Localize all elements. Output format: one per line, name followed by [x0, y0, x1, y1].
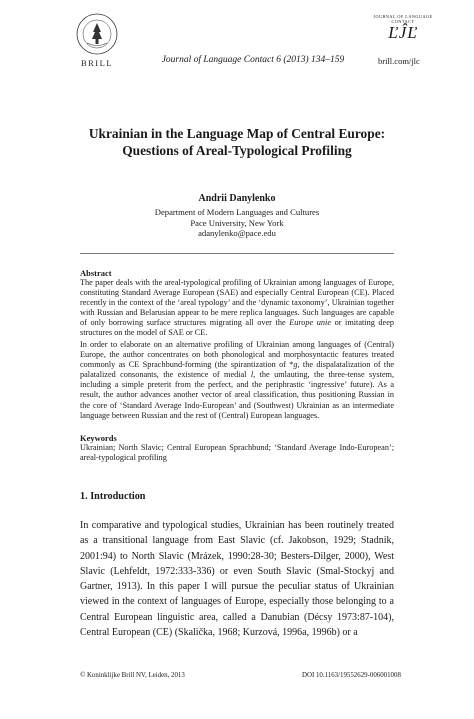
abstract-p2-emphasis-2: l: [250, 370, 254, 380]
introduction-paragraph: In comparative and typological studies, Ukrainian has been routinely treated as a transitional language from East Slavic (cf. Jakobson, 1929; Stadnik, 2001:94) to North Slavic (Mrázek, 1990:28-30; Besters-Dilger, 2000), West Slavic (Lehfeldt, 1972:333-336) or even South Slavic (Smal-Stockyj and Gartner, 1913). In this paper I will pursue the peculiar status of Ukrainian viewed in the context of languages of Europe, especially those belonging to a Central European linguistic area, called a Danubian (Décsy 1973:87-104), Central European (CE) (Skalička, 1968; Kurzová, 1996a, 1996b) or a: [80, 520, 394, 639]
doi[interactable]: DOI 10.1163/19552629-006001008: [302, 672, 401, 679]
abstract-p1-emphasis: Europe unie: [289, 318, 331, 328]
jlc-mark-icon: ĽĴĽ: [388, 23, 418, 42]
abstract-p2-text-c: , the umlauting, the three-tense system, including a simple preterit from the perfect, and the periphrastic ‘ingressive’ future). As a result, the author advances another vector of areal classification, thus positioning Russian in the core of ‘Standard Average Indo-European’ and (Southwest) Ukrainian as an intermediate language between Russian and the rest of (Central) European languages.: [80, 370, 395, 420]
journal-citation: Journal of Language Contact 6 (2013) 134–159: [161, 55, 345, 65]
author-name: Andrii Danylenko: [198, 193, 276, 204]
keywords-heading: Keywords: [80, 433, 117, 443]
abstract-p1-text-b: or imitating deep structures on the model of SAE or CE.: [80, 318, 394, 338]
abstract-p2-text-a: In order to elaborate on an alternative profiling of Ukrainian among languages of (Central) Europe, the author concentrates on both phonological and morphosyntactic features treated commonly as CE Sprachbund-forming (the spirantization of *: [80, 340, 394, 370]
abstract-heading: Abstract: [80, 268, 112, 278]
affiliation-university: Pace University, New York: [190, 217, 284, 228]
abstract-p1-text-a: The paper deals with the areal-typological profiling of Ukrainian among languages of Europe, constituting Standard Average European (SAE) and especially Central European (CE). Placed recently in the context of the ‘areal typology’ and the ‘dynamic taxonomy’, Ukrainian together with Russian and Belarusian appear to be mere replica languages. Such languages are capable of only borrowing surface structures migrating all over the: [80, 278, 394, 328]
affiliation: [40, 207, 434, 239]
title-line-1: Ukrainian in the Language Map of Central Europe:: [88, 126, 386, 141]
publisher-name: BRILL: [80, 58, 114, 68]
abstract-p2-emphasis-1: g: [293, 360, 298, 370]
article-title: [40, 125, 434, 159]
keywords-text: Ukrainian; North Slavic; Central European Sprachbund; ‘Standard Average Indo-European’; areal-typological profiling: [80, 443, 394, 463]
copyright-notice: © Koninklijke Brill NV, Leiden, 2013: [80, 672, 185, 679]
brill-seal-icon: [75, 12, 119, 56]
abstract-paragraph-2: [80, 340, 394, 421]
title-line-2: Questions of Areal-Typological Profiling: [122, 143, 352, 158]
abstract-p2-text-b: , the dispalatalization of the palatalized consonants, the existence of medial: [80, 360, 394, 380]
affiliation-department: Department of Modern Languages and Cultures: [154, 207, 320, 217]
journal-url[interactable]: brill.com/jlc: [378, 56, 420, 66]
abstract-paragraph-1: [80, 278, 394, 339]
brill-logo: [70, 12, 124, 68]
journal-logo-text: JOURNAL OF LANGUAGE CONTACT: [373, 14, 433, 24]
journal-logo: [372, 14, 434, 42]
section-heading-introduction: 1. Introduction: [80, 491, 146, 502]
divider: [80, 253, 394, 254]
author-email[interactable]: adanylenko@pace.edu: [198, 228, 276, 238]
